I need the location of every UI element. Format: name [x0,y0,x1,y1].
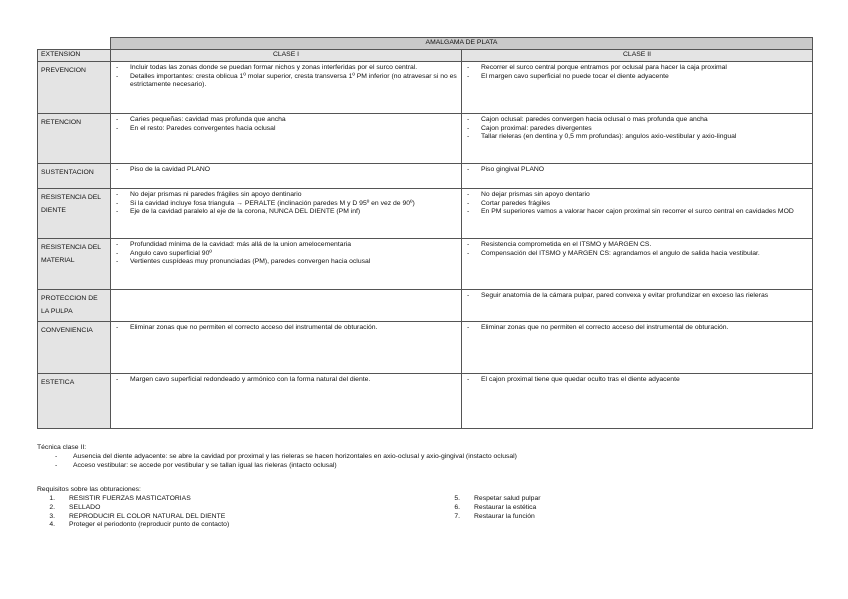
clase-i-cell [111,290,462,322]
blank-corner [38,38,111,50]
tecnica-item: - Acceso vestibular: se accede por vestibular y se tallan igual las rieleras (intacto oclusal) [37,462,812,471]
tecnica-item: - Ausencia del diente adyacente: se abre la cavidad por proximal y las rieleras se hacen horizontales en axio-oclusal y axio-gingival (instacto oclusal) [37,453,812,462]
row-label: PROTECCION DE LA PULPA [38,290,111,322]
requisitos-title: Requisitos sobre las obturaciones: [37,486,141,493]
clase-i-cell [111,374,462,429]
row-estetica [38,374,813,429]
bullet-item: - Cortar paredes frágiles [465,200,809,209]
clase-i-cell [111,164,462,189]
row-label: CONVENIENCIA [38,322,111,374]
clase-ii-cell [462,164,813,189]
clase-ii-cell [462,290,813,322]
bullet-item: - En PM superiores vamos a valorar hacer cajon proximal sin recorrer el surco central en cavidades MOD [465,208,809,217]
requisito-item: 2. SELLADO [49,503,101,511]
bullet-item: - Piso de la cavidad PLANO [114,166,458,175]
row-label: RESISTENCIA DEL MATERIAL [38,239,111,290]
clase-ii-cell [462,114,813,164]
bullet-item: - Margen cavo superficial redondeado y armónico con la forma natural del diente. [114,376,458,385]
row-sustentacion [38,164,813,189]
bullet-item: - Recorrer el surco central porque entramos por oclusal para hacer la caja proximal [465,64,809,73]
tecnica-title: Técnica clase II: [37,444,87,451]
bullet-item: - Vertientes cuspídeas muy pronunciadas (PM), paredes convergen hacia oclusal [114,258,458,267]
amalgama-table [37,37,813,429]
bullet-item: - No dejar prismas ni paredes frágiles sin apoyo dentinario [114,191,458,200]
clase-ii-cell [462,62,813,114]
bullet-item: - Eliminar zonas que no permiten el correcto acceso del instrumental de obturación. [114,324,458,333]
bullet-item: - Angulo cavo superficial 90º [114,250,458,259]
requisito-item: 1. RESISTIR FUERZAS MASTICATORIAS [49,495,191,502]
col-header-clase-i: CLASE I [111,50,462,62]
bullet-item: - Detalles importantes: cresta oblicua 1º molar superior, cresta transversa 1º PM inferior (no atravesar si no es estrictamente necesario). [114,73,458,90]
table-title: AMALGAMA DE PLATA [111,38,813,50]
bullet-item: - Piso gingival PLANO [465,166,809,175]
requisito-item: 6. Restaurar la estética [454,503,537,511]
bullet-item: - El cajon proximal tiene que quedar oculto tras el diente adyacente [465,376,809,385]
row-label: RESISTENCIA DEL DIENTE [38,189,111,239]
requisito-item: 4. Proteger el periodonto (reproducir punto de contacto) [49,521,230,529]
row-label: RETENCION [38,114,111,164]
clase-ii-cell [462,189,813,239]
bullet-item: - Cajon oclusal: paredes convergen hacia oclusal o mas profunda que ancha [465,116,809,125]
requisito-item: 7. Restaurar la función [454,512,535,520]
clase-ii-cell [462,374,813,429]
bullet-item: - Incluir todas las zonas donde se puedan formar nichos y zonas interferidas por el surco central. [114,64,458,73]
row-label: PREVENCION [38,62,111,114]
row-conveniencia [38,322,813,374]
clase-i-cell [111,322,462,374]
clase-i-cell [111,239,462,290]
bullet-item: - Resistencia comprometida en el ITSMO y MARGEN CS. [465,241,809,250]
row-prevencion [38,62,813,114]
requisito-item: 3. REPRODUCIR EL COLOR NATURAL DEL DIENTE [49,512,226,520]
requisitos-list-right [442,495,541,521]
row-resistencia-material [38,239,813,290]
bullet-item: - En el resto: Paredes convergentes hacia oclusal [114,125,458,134]
clase-i-cell [111,114,462,164]
bullet-item: - Tallar rieleras (en dentina y 0,5 mm profundas): angulos axio-vestibular y axio-lingual [465,133,809,142]
clase-i-cell [111,62,462,114]
clase-i-cell [111,189,462,239]
row-proteccion-pulpa [38,290,813,322]
bullet-item: - El margen cavo superficial no puede tocar el diente adyacente [465,73,809,82]
row-retencion [38,114,813,164]
bullet-item: - Si la cavidad incluye fosa triangula → PERALTE (inclinación paredes M y D 95º en vez de 90º) [114,200,458,209]
tecnica-clase-ii-section [37,444,812,470]
bullet-item: - No dejar prismas sin apoyo dentario [465,191,809,200]
bullet-item: - Eje de la cavidad paralelo al eje de la corona, NUNCA DEL DIENTE (PM inf) [114,208,458,217]
bullet-item: - Profundidad mínima de la cavidad: más allá de la union amelocementaria [114,241,458,250]
bullet-item: - Cajon proximal: paredes divergentes [465,125,809,134]
bullet-item: - Caries pequeñas: cavidad mas profunda que ancha [114,116,458,125]
clase-ii-cell [462,239,813,290]
bullet-item: - Eliminar zonas que no permiten el correcto acceso del instrumental de obturación. [465,324,809,333]
row-label: SUSTENTACION [38,164,111,189]
bullet-item: - Compensación del ITSMO y MARGEN CS: agrandamos el angulo de salida hacia vestibular. [465,250,809,259]
requisitos-list-left [37,495,229,530]
col-header-extension: EXTENSION [38,50,111,62]
bullet-item: - Seguir anatomía de la cámara pulpar, pared convexa y evitar profundizar en exceso las rieleras [465,292,809,301]
row-label: ESTETICA [38,374,111,429]
row-resistencia-diente [38,189,813,239]
requisito-item: 5. Respetar salud pulpar [454,495,541,502]
col-header-clase-ii: CLASE II [462,50,813,62]
clase-ii-cell [462,322,813,374]
